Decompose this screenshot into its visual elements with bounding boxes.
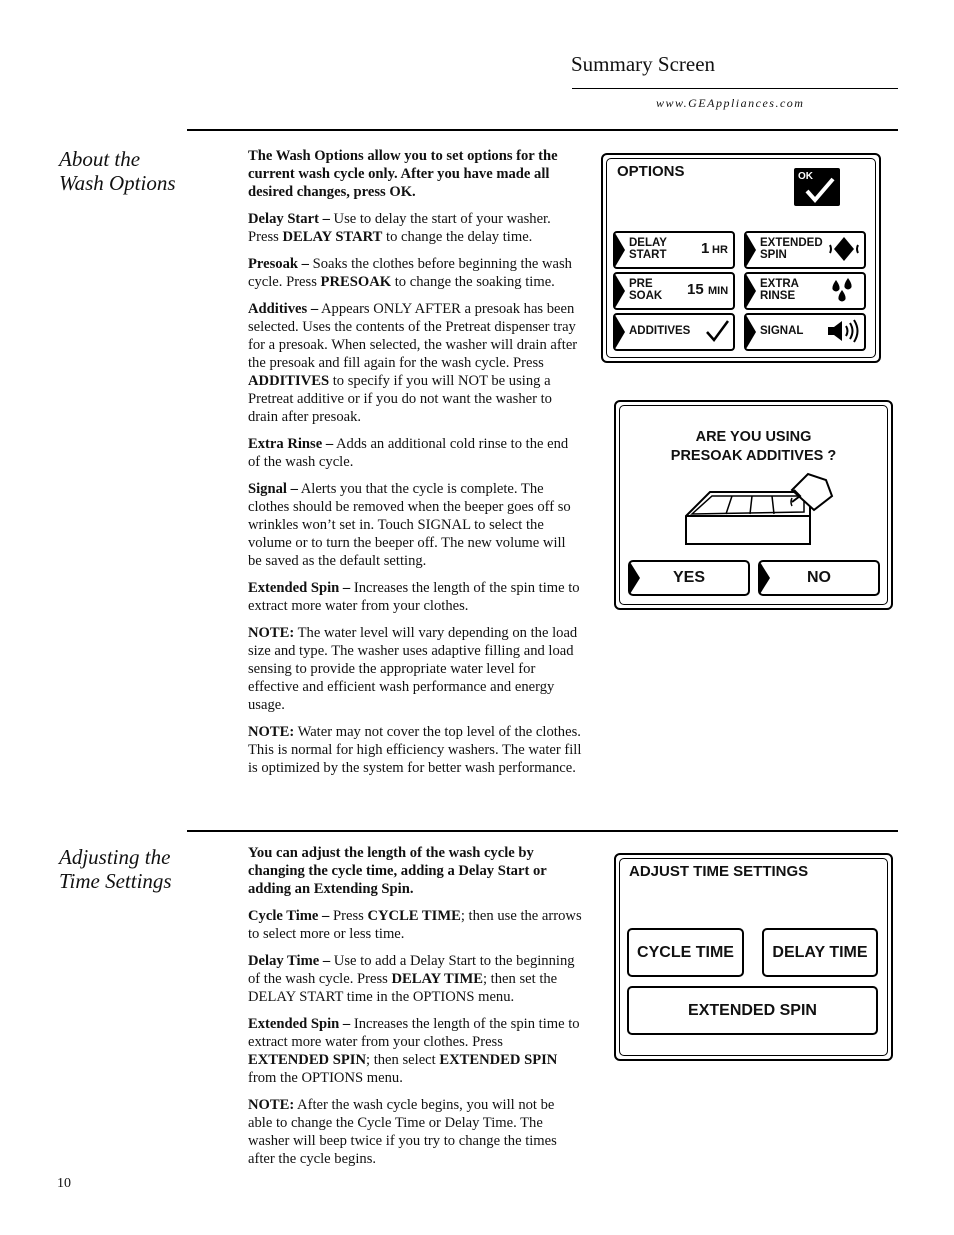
- section-title-time-settings: Adjusting the Time Settings: [59, 845, 172, 893]
- section-divider: [187, 830, 898, 832]
- page-header-title: Summary Screen: [571, 52, 716, 76]
- extended-spin-paragraph: Extended Spin – Increases the length of the spin time to extract more water from your clothes. Press EXTENDED SPIN; then select EXTENDED SPIN from the OPTIONS menu.: [248, 1016, 580, 1086]
- spin-icon: [828, 236, 860, 262]
- presoak-additives-panel: [614, 400, 893, 610]
- additives-question: ARE YOU USING PRESOAK ADDITIVES ?: [670, 429, 837, 464]
- extra-rinse-paragraph: Extra Rinse – Adds an additional cold rinse to the end of the wash cycle.: [248, 436, 569, 470]
- presoak-button[interactable]: PRE SOAK 15 MIN: [613, 272, 735, 310]
- extended-spin-paragraph: Extended Spin – Increases the length of the spin time to extract more water from your clothes.: [248, 580, 580, 614]
- options-panel: [601, 153, 881, 363]
- intro-paragraph: You can adjust the length of the wash cycle by changing the cycle time, adding a Delay Start or adding an Extending Spin.: [248, 845, 547, 897]
- adjust-time-panel: [614, 853, 893, 1061]
- delay-time-paragraph: Delay Time – Use to add a Delay Start to the beginning of the wash cycle. Press DELAY TIME; then set the DELAY START time in the OPTIONS menu.: [248, 953, 575, 1005]
- section-divider: [187, 129, 898, 131]
- delay-start-paragraph: Delay Start – Use to delay the start of your washer. Press DELAY START to change the delay time.: [248, 211, 551, 245]
- cycle-time-paragraph: Cycle Time – Press CYCLE TIME; then use the arrows to select more or less time.: [248, 908, 582, 942]
- signal-button[interactable]: SIGNAL: [744, 313, 866, 351]
- speaker-icon: [826, 318, 860, 344]
- delay-start-value: 1: [701, 240, 710, 257]
- button-arrow-icon: [760, 562, 770, 594]
- adjust-time-title: ADJUST TIME SETTINGS: [629, 863, 809, 880]
- presoak-unit: MIN: [708, 285, 729, 297]
- presoak-value: 15: [687, 281, 704, 298]
- ok-label: OK: [798, 171, 813, 182]
- additives-paragraph: Additives – Appears ONLY AFTER a presoak has been selected. Uses the contents of the Pretreat dispenser tray for a presoak. When selected, the washer will drain after the presoak and fill again for the wash cycle. Press ADDITIVES to specify if you will NOT be using a Pretreat additive or if you do not want the washer to drain after presoak.: [248, 301, 578, 425]
- no-button[interactable]: NO: [758, 560, 880, 596]
- wash-options-text: [248, 147, 582, 786]
- cycle-time-button[interactable]: CYCLE TIME: [627, 928, 744, 977]
- extra-rinse-button[interactable]: EXTRA RINSE: [744, 272, 866, 310]
- button-arrow-icon: [630, 562, 640, 594]
- dispenser-tray-icon: [682, 468, 842, 550]
- checkmark-icon: [704, 318, 730, 344]
- delay-start-button[interactable]: DELAY START 1 HR: [613, 231, 735, 269]
- section-title-wash-options: About the Wash Options: [59, 147, 176, 195]
- water-drops-icon: [830, 276, 854, 304]
- extended-spin-button[interactable]: EXTENDED SPIN: [627, 986, 878, 1035]
- delay-time-button[interactable]: DELAY TIME: [762, 928, 878, 977]
- checkmark-icon: [804, 176, 836, 204]
- page-number: 10: [57, 1176, 71, 1191]
- options-title: OPTIONS: [617, 163, 685, 180]
- header-rule: [572, 88, 898, 89]
- ok-button[interactable]: [794, 168, 840, 206]
- extended-spin-button[interactable]: EXTENDED SPIN: [744, 231, 866, 269]
- additives-button[interactable]: ADDITIVES: [613, 313, 735, 351]
- note-time-change: NOTE: After the wash cycle begins, you will not be able to change the Cycle Time or Delay Time. The washer will beep twice if you try to change the times after the cycle begins.: [248, 1097, 557, 1167]
- presoak-paragraph: Presoak – Soaks the clothes before beginning the wash cycle. Press PRESOAK to change the soaking time.: [248, 256, 572, 290]
- time-settings-text: [248, 844, 582, 1177]
- signal-paragraph: Signal – Alerts you that the cycle is complete. The clothes should be removed when the beeper goes off so wrinkles won’t set in. Touch SIGNAL to select the volume or to turn the beeper off. The new volume will be saved as the default setting.: [248, 481, 571, 569]
- yes-button[interactable]: YES: [628, 560, 750, 596]
- note-water-cover: NOTE: Water may not cover the top level of the clothes. This is normal for high efficiency washers. The water fill is optimized by the system for better wash performance.: [248, 724, 582, 776]
- note-water-level: NOTE: The water level will vary depending on the load size and type. The washer uses adaptive filling and load sensing to provide the appropriate water level for effective and efficient wash performance and energy usage.: [248, 625, 578, 713]
- website-url: www.GEAppliances.com: [656, 96, 805, 110]
- delay-start-unit: HR: [712, 244, 728, 256]
- intro-paragraph: The Wash Options allow you to set options for the current wash cycle only. After you have made all desired changes, press OK.: [248, 148, 558, 200]
